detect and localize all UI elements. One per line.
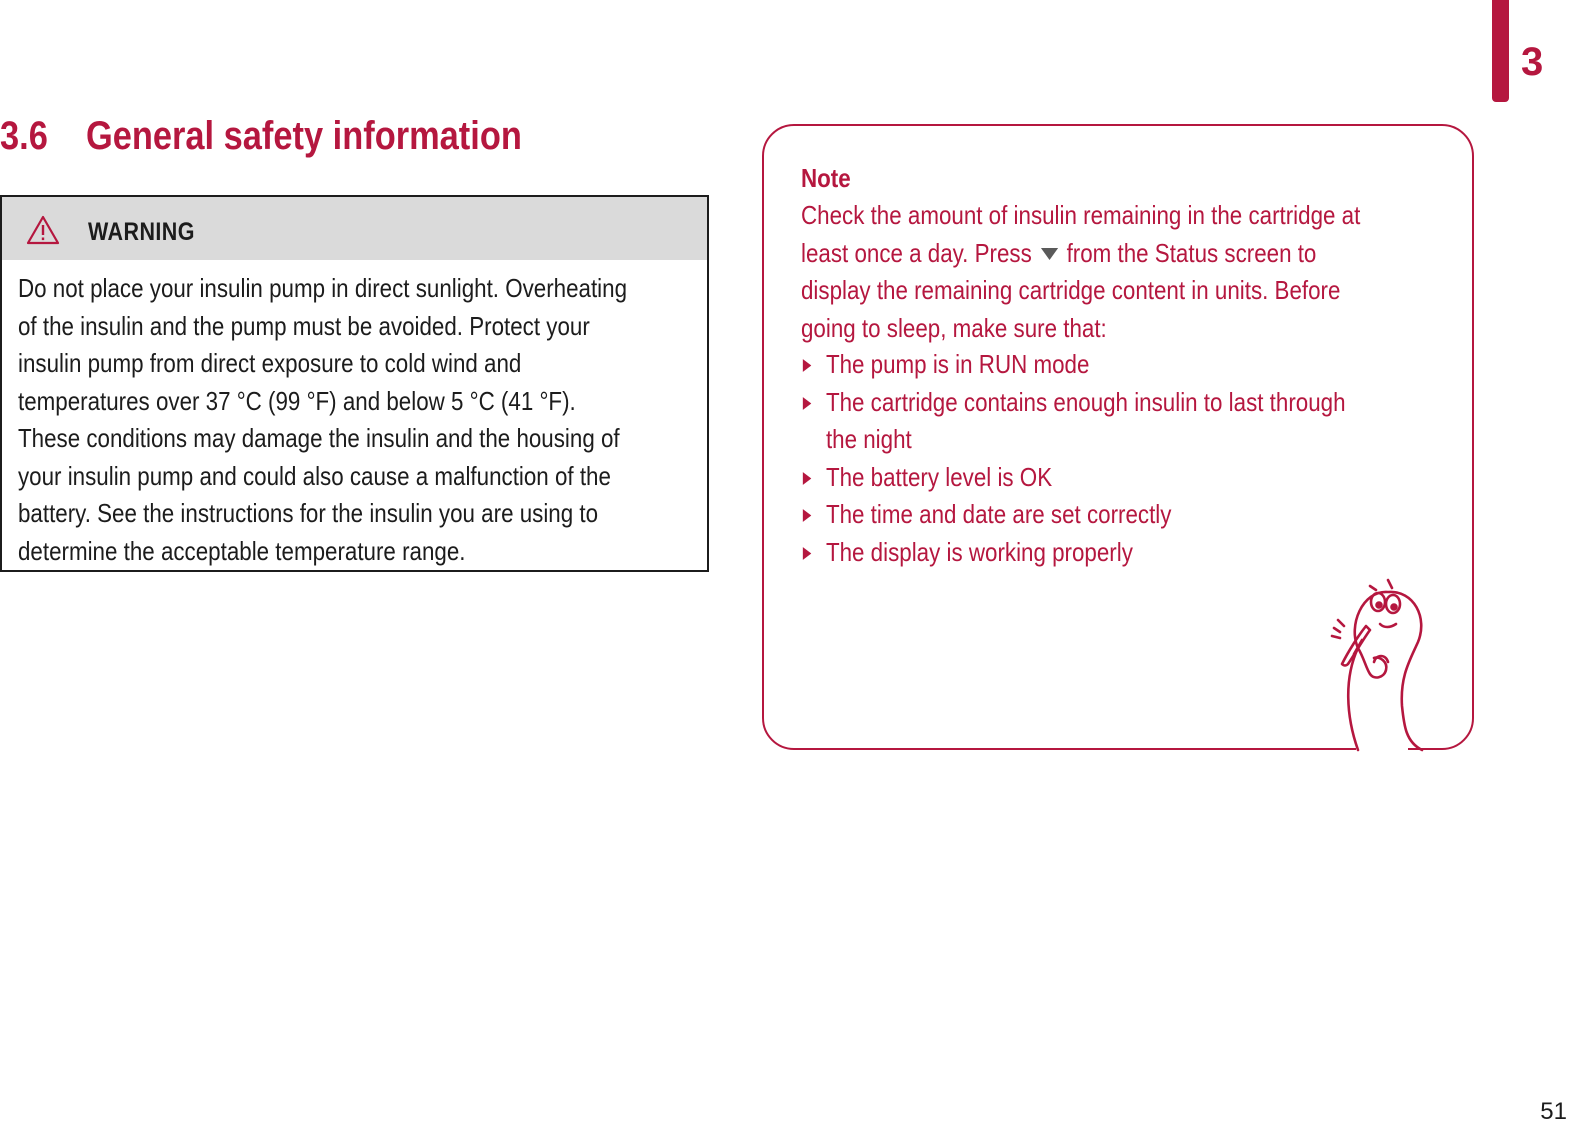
checklist: [801, 346, 1429, 571]
bullet-arrow-icon: [803, 547, 812, 560]
note-title: Note: [801, 163, 851, 193]
note-line: going to sleep, make sure that:: [801, 312, 1107, 343]
page-number: 51: [1540, 1098, 1567, 1125]
list-item: [801, 346, 1429, 384]
mascot-illustration: [1318, 566, 1430, 752]
warning-title: WARNING: [88, 218, 195, 246]
chapter-number: 3: [1521, 40, 1544, 84]
warning-line: These conditions may damage the insulin and the housing of: [18, 423, 620, 453]
warning-triangle-icon: [26, 215, 60, 245]
section-title-text: General safety information: [86, 114, 522, 158]
bullet-arrow-icon: [803, 472, 812, 485]
note-line: display the remaining cartridge content in units. Before: [801, 275, 1341, 305]
list-item-text: The battery level is OK: [825, 461, 1053, 492]
bullet-arrow-icon: [803, 509, 812, 522]
warning-text: [18, 270, 689, 570]
section-title: [0, 112, 522, 160]
list-item: [801, 496, 1429, 534]
list-item: [801, 384, 1429, 459]
list-item-text: the night: [825, 424, 912, 454]
list-item-text: The pump is in RUN mode: [825, 349, 1090, 379]
down-arrow-icon: [1038, 247, 1060, 261]
bullet-arrow-icon: [803, 397, 812, 410]
warning-box: [0, 195, 709, 572]
warning-line: battery. See the instructions for the insulin you are using to: [18, 498, 599, 528]
warning-line: your insulin pump and could also cause a malfunction of the: [18, 460, 611, 491]
list-item-text: The time and date are set correctly: [825, 499, 1172, 529]
section-number: 3.6: [0, 114, 48, 158]
warning-line: insulin pump from direct exposure to cold wind and: [18, 348, 522, 378]
list-item-text: The display is working properly: [825, 536, 1133, 567]
note-line: Check the amount of insulin remaining in the cartridge at: [801, 200, 1361, 230]
warning-header: [2, 197, 707, 260]
warning-line: determine the acceptable temperature range.: [18, 535, 466, 566]
chapter-tab-bar: [1492, 0, 1509, 102]
note-line: least once a day. Press: [801, 237, 1032, 268]
list-item-text: The cartridge contains enough insulin to last through: [825, 386, 1346, 417]
note-line: from the Status screen to: [1066, 237, 1317, 268]
bullet-arrow-icon: [803, 359, 812, 372]
warning-line: Do not place your insulin pump in direct sunlight. Overheating: [18, 273, 628, 303]
note-body: [801, 197, 1429, 347]
list-item: [801, 459, 1429, 497]
warning-line: of the insulin and the pump must be avoided. Protect your: [18, 310, 590, 341]
warning-line: temperatures over 37 °C (99 °F) and below 5 °C (41 °F).: [18, 385, 576, 416]
